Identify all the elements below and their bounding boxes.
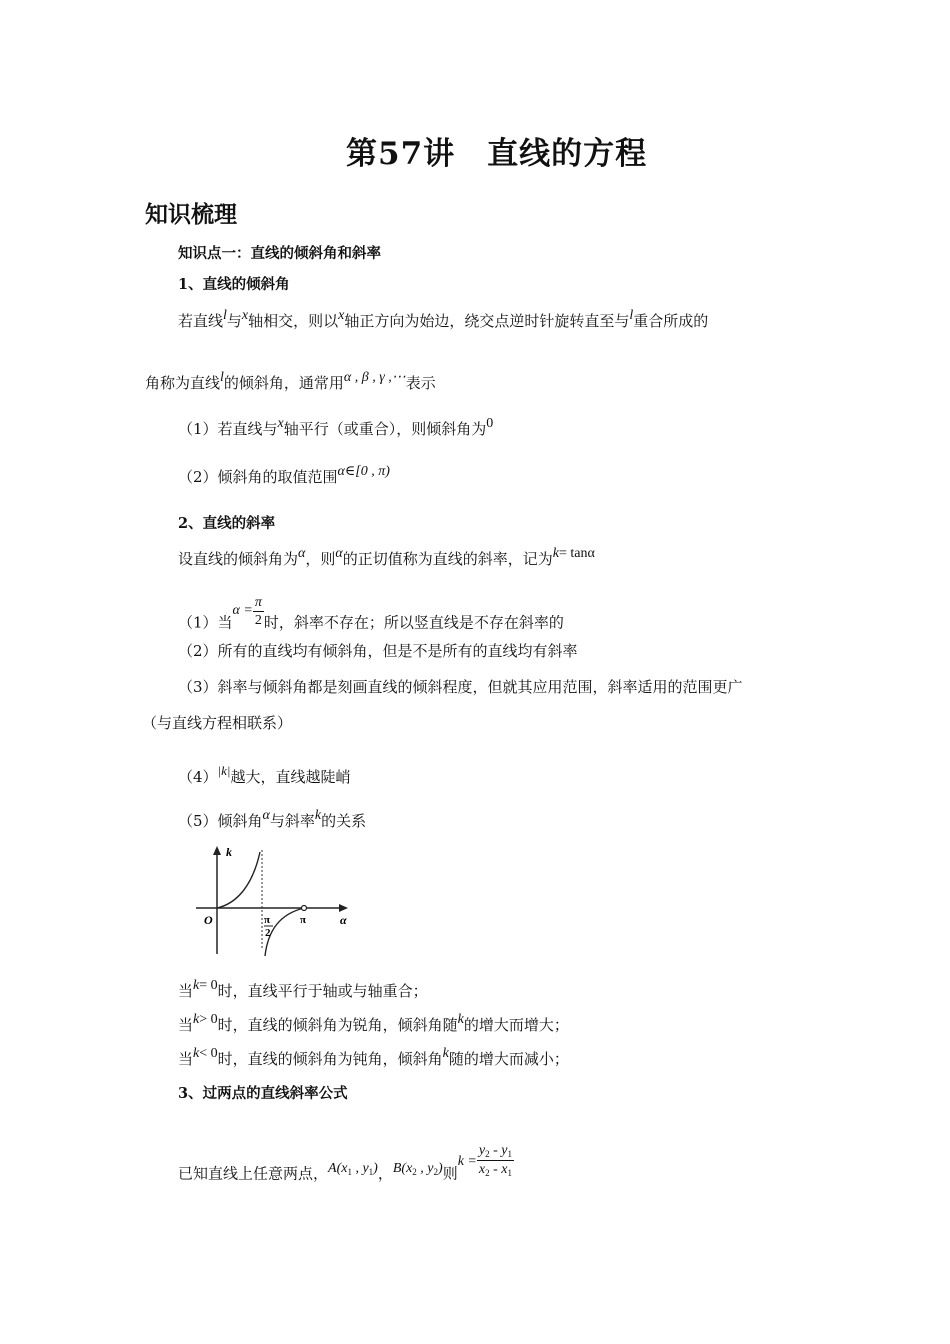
page-title: 第57讲 直线的方程 <box>346 136 648 172</box>
slope-item-3-line1: （3）斜率与倾斜角都是刻画直线的倾斜程度，但就其应用范围，斜率适用的范围更广 <box>178 678 743 696</box>
inclination-heading: 1、直线的倾斜角 <box>178 276 290 293</box>
pi-half-den: 2 <box>265 927 271 939</box>
slope-item-4: （4）|k|越大，直线越陡峭 <box>178 763 351 786</box>
slope-definition: 设直线的倾斜角为α，则α的正切值称为直线的斜率，记为k= tanα <box>178 546 595 568</box>
inclination-definition-line2: 角称为直线l的倾斜角，通常用α , β , γ ,⋯表示 <box>145 370 436 392</box>
slope-heading: 2、直线的斜率 <box>178 515 276 532</box>
two-point-heading: 3、过两点的直线斜率公式 <box>178 1085 348 1102</box>
alpha-label: α <box>340 913 347 927</box>
slope-item-3-line2: （与直线方程相联系） <box>142 714 293 732</box>
inclination-item-1: （1）若直线与x轴平行（或重合），则倾斜角为0 <box>178 416 494 438</box>
pi-label: π <box>300 914 307 926</box>
inclination-item-2: （2）倾斜角的取值范围α∈[0 , π) <box>178 464 390 486</box>
pi-point <box>302 906 307 911</box>
slope-item-2: （2）所有的直线均有倾斜角，但是不是所有的直线均有斜率 <box>178 642 578 660</box>
curve-right-branch <box>265 908 307 956</box>
slope-item-1: （1）当α = $\frac{\pi}{2}$ 时，斜率不存在；所以竖直线是不存在斜率的 <box>178 595 564 632</box>
pi-half-num: π <box>264 914 271 926</box>
inclination-definition-line1: 若直线l与x轴相交，则以x轴正方向为始边，绕交点逆时针旋转直至与l重合所成的 <box>178 308 709 330</box>
slope-item-5: （5）倾斜角α与斜率k的关系 <box>178 808 367 830</box>
origin-label: O <box>204 913 213 927</box>
relation-negative: 当k< 0时，直线的倾斜角为钝角，倾斜角k随的增大而减小； <box>178 1046 569 1068</box>
relation-positive: 当k> 0时，直线的倾斜角为锐角，倾斜角随k的增大而增大； <box>178 1012 569 1034</box>
section-heading: 知识梳理 <box>145 201 237 228</box>
k-axis-arrow <box>213 846 221 855</box>
two-point-formula: 已知直线上任意两点，$A(x_1$ , $y_1$)，$B(x_2$ , $y_2$)则k = $\frac{y_2 - y_1}{x_2 - x_1}$ <box>178 1143 512 1183</box>
knowledge-point-heading: 知识点一：直线的倾斜角和斜率 <box>178 245 381 262</box>
tangent-graph <box>180 838 405 960</box>
curve-left-branch <box>217 852 260 908</box>
relation-zero: 当k= 0时，直线平行于轴或与轴重合； <box>178 978 428 1000</box>
k-label: k <box>226 845 232 859</box>
alpha-axis-arrow <box>339 904 348 912</box>
